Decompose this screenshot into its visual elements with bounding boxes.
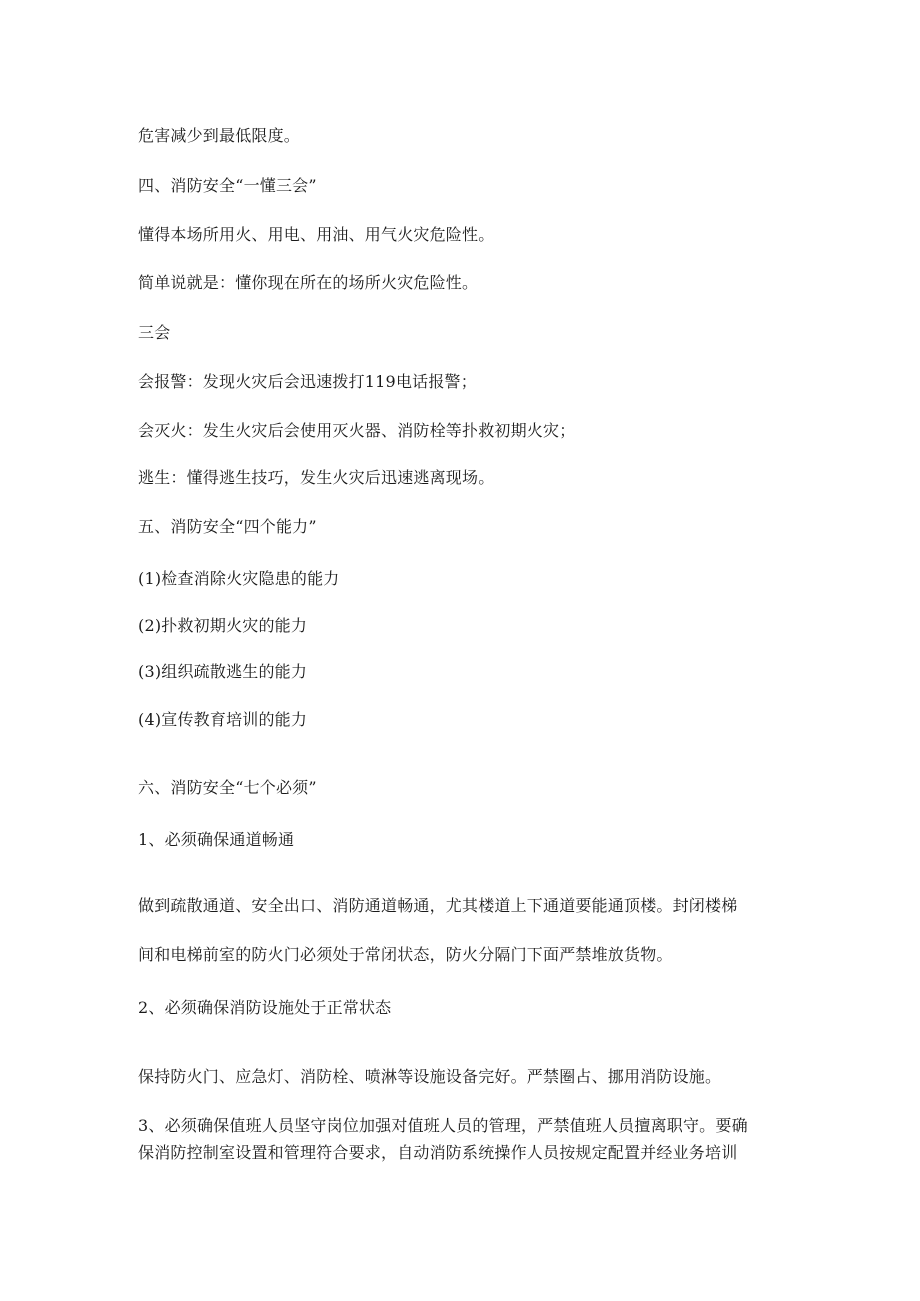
list-item: (1)检查消除火灾隐患的能力 [138,569,340,588]
text-line: 逃生：懂得逃生技巧，发生火灾后迅速逃离现场。 [138,468,495,487]
list-item: (4)宣传教育培训的能力 [138,710,308,729]
section-heading: 六、消防安全“七个必须” [138,778,317,797]
text-line: 简单说就是：懂你现在所在的场所火灾危险性。 [138,273,479,292]
text-line: 会报警：发现火灾后会迅速拨打119电话报警； [138,372,477,391]
text-line: 保持防火门、应急灯、消防栓、喷淋等设施设备完好。严禁圈占、挪用消防设施。 [138,1067,722,1086]
text-line: 3、必须确保值班人员坚守岗位加强对值班人员的管理，严禁值班人员擅离职守。要确 [138,1116,748,1135]
subheading: 2、必须确保消防设施处于正常状态 [138,998,392,1017]
list-item: (2)扑救初期火灾的能力 [138,616,308,635]
list-item: (3)组织疏散逃生的能力 [138,662,308,681]
text-line: 做到疏散通道、安全出口、消防通道畅通，尤其楼道上下通道要能通顶楼。封闭楼梯 [138,896,738,915]
section-heading: 四、消防安全“一懂三会” [138,176,317,195]
text-line: 会灭火：发生火灾后会使用灭火器、消防栓等扑救初期火灾； [138,421,576,440]
text-line: 危害减少到最低限度。 [138,126,301,145]
text-line: 间和电梯前室的防火门必须处于常闭状态，防火分隔门下面严禁堆放货物。 [138,945,673,964]
text-line: 懂得本场所用火、用电、用油、用气火灾危险性。 [138,225,495,244]
text-line: 保消防控制室设置和管理符合要求，自动消防系统操作人员按规定配置并经业务培训 [138,1143,738,1162]
section-heading: 五、消防安全“四个能力” [138,517,317,536]
subheading: 三会 [138,323,171,342]
subheading: 1、必须确保通道畅通 [138,830,295,849]
